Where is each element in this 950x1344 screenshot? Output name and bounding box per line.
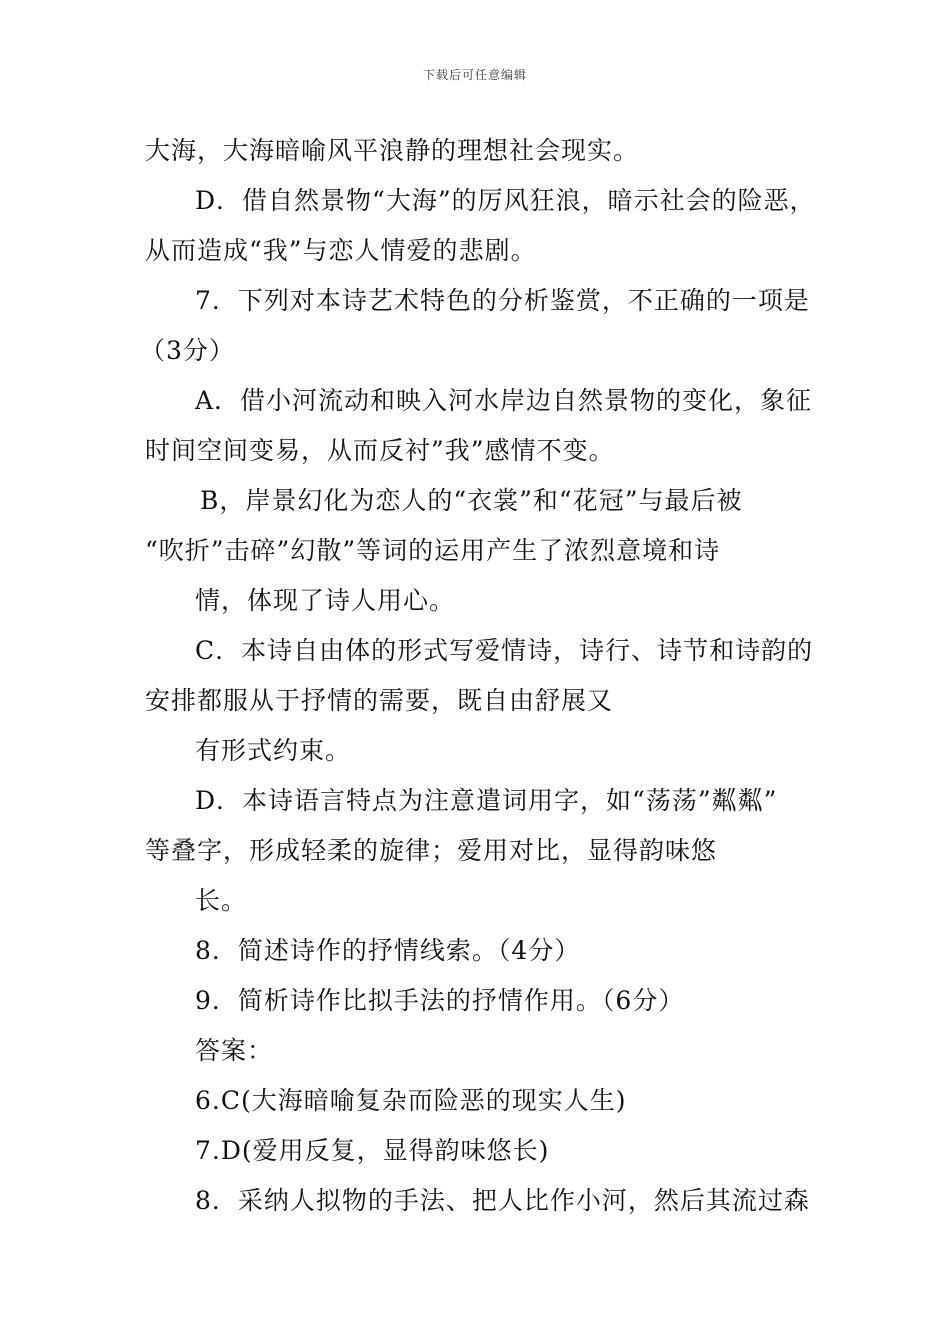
text-line-11: C．本诗自由体的形式写爱情诗，诗行、诗节和诗韵的 [195,636,814,665]
text-line-12: 安排都服从于抒情的需要，既自由舒展又 [145,686,614,715]
text-line-9: “吹折”击碎”幻散”等词的运用产生了浓烈意境和诗 [145,536,721,565]
text-line-19: 答案： [195,1036,274,1065]
text-line-15: 等叠字，形成轻柔的旋律；爱用对比，显得韵味悠 [145,836,718,865]
text-line-1: 大海，大海暗喻风平浪静的理想社会现实。 [145,136,640,165]
text-line-4: 7．下列对本诗艺术特色的分析鉴赏，不正确的一项是 [195,286,810,315]
text-line-14: D．本诗语言特点为注意遣词用字，如“荡荡”粼粼” [195,786,778,815]
text-line-10: 情，体现了诗人用心。 [195,586,456,615]
text-line-20: 6.C(大海暗喻复杂而险恶的现实人生) [195,1086,627,1115]
text-line-8: B，岸景幻化为恋人的“衣裳”和“花冠”与最后被 [200,486,743,515]
text-line-7: 时间空间变易，从而反衬”我”感情不变。 [145,436,615,465]
text-line-5: （3分） [140,336,235,365]
text-line-6: A．借小河流动和映入河水岸边自然景物的变化，象征 [195,386,813,415]
text-line-21: 7.D(爱用反复，显得韵味悠长) [195,1136,550,1165]
text-line-16: 长。 [195,886,248,915]
text-line-18: 9．简析诗作比拟手法的抒情作用。（6分） [195,986,685,1015]
text-line-13: 有形式约束。 [195,736,352,765]
text-line-2: D．借自然景物“大海”的厉风狂浪，暗示社会的险恶， [195,186,816,215]
text-line-3: 从而造成“我”与恋人情爱的悲剧。 [145,236,537,265]
text-line-17: 8．简述诗作的抒情线索。（4分） [195,936,581,965]
text-line-22: 8．采纳人拟物的手法、把人比作小河，然后其流过森 [195,1186,810,1215]
page-header-note: 下载后可任意编辑 [422,68,527,82]
